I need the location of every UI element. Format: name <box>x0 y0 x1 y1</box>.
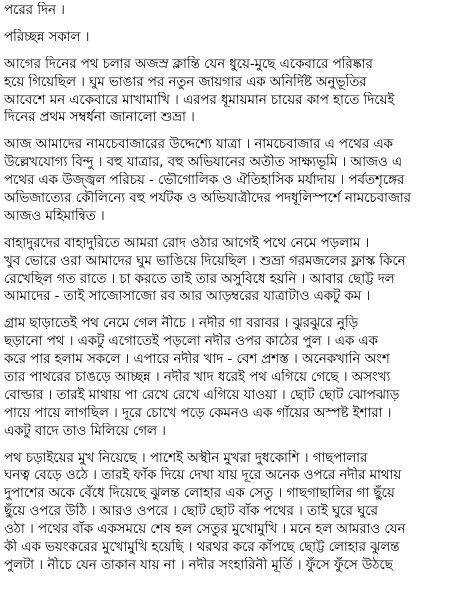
text-line: পরিচ্ছন্ন সকাল । <box>4 29 90 45</box>
text-line: গ্রাম ছাড়াতেই পথ নেমে গেল নীচে । নদীর গা বরাবর । ঝুরঝুরে নুড়ি <box>4 316 359 332</box>
text-line: তার পাথরের চাঙড়ে আচ্ছন্ন । নদীর খাদ ধরেই পথ এগিয়ে গেছে । অসংখ্য <box>4 370 391 386</box>
paragraph-river-path <box>4 315 450 440</box>
paragraph-previous-day <box>4 56 450 128</box>
text-line: খুব ভোরে ওরা আমাদের ঘুম ভাঙিয়ে দিয়েছিল । শুভ্রা গরমজলের ফ্লাস্ক কিনে <box>4 253 406 269</box>
paragraph-next-day <box>4 2 450 20</box>
text-line: পুলটা । নীচে যেন তাকান যায় না । নদীর সংহারিনী মূর্তি । ফুঁসে ফুঁসে উঠছে <box>4 557 393 573</box>
text-line: পথ চড়াইয়ের মুখ নিয়েছে । পাশেই অস্থীন মুখরা দুধকোশি । গাছপালার <box>4 450 368 466</box>
paragraph-gap <box>4 441 450 450</box>
text-line: করে পার হলাম সকলে । এপারে নদীর খাদ - বেশ প্রশস্ত । অনেকখানি অংশ <box>4 352 390 368</box>
paragraph-suspension-bridge <box>4 450 450 575</box>
text-line: আমাদের - তাই সাজোসাজো রব আর আড়ম্বরের যাত্রাটাও একটু কম । <box>4 289 371 305</box>
text-line: একটু বাদে তাও মিলিয়ে গেল । <box>4 423 166 439</box>
text-line: আবেশে মন একেবারে মাখামাখি । এরপর ধূমায়মান চায়ের কাপ হাতে দিয়েই <box>4 92 395 108</box>
text-line: আজও মহিমান্বিত । <box>4 208 105 224</box>
text-line: ওঠা । পথের বাঁক একসময়ে শেষ হল সেতুর মুখোমুখি । মনে হল আমরাও যেন <box>4 522 406 538</box>
text-line: রেখেছিল গত রাতে । চা করতে তাই তার অসুবিধে হয়নি । আবার ছোট্ট দল <box>4 271 395 287</box>
text-line: দুপাশের অকে বেঁধে দিয়েছে ঝুলন্ত লোহার এক সেতু । গাছগাছালির গা ছুঁয়ে <box>4 486 395 502</box>
paragraph-gap <box>4 20 450 29</box>
text-line: ছড়ানো পথ । একটু এগোতেই পড়লো নদীর ওপর কাঠের পুল । এক এক <box>4 334 378 350</box>
paragraph-gap <box>4 47 450 56</box>
text-line: বোল্ডার । তারই মাথায় পা রেখে রেখে এগিয়ে যাওয়া । ছোট ছোট ঝোপঝাড় <box>4 387 400 403</box>
text-line: আগের দিনের পথ চলার অজস্র ক্লান্তি যেন ধুয়ে-মুছে একেবারে পরিষ্কার <box>4 56 373 72</box>
text-line: অভিজাত্যের কৌলিন্যে বহু পর্যটক ও অভিযাত্রীদের পদধূলিস্পর্শে নামচেবাজার <box>4 191 411 207</box>
text-line: ছুঁয়ে ওপরে উঠি । আরও ওপরে । ছোট ছোট বাঁক পথের । তাই ঘুরে ঘুরে <box>4 504 378 520</box>
text-line: উল্লেখযোগ্য বিন্দু । বহু যাত্রার, বহু অভিযানের অতীত সাক্ষ্যভূমি । আজও এ <box>4 155 402 171</box>
text-line: হয়ে গিয়েছিল । ঘুম ভাঙার পর নতুন জায়গার এক অনির্দিষ্ট অনুভূতির <box>4 74 367 90</box>
text-line: কী এক ভয়ংকরের মুখোমুখি হয়েছি । থরথর করে কাঁপছে ছোট্ট লোহার ঝুলন্ত <box>4 540 400 556</box>
text-line: পায়ে পায়ে লাগছিল । দূরে চোখে পড়ে কেমনও এক গাঁয়ের অস্পষ্ট ইশারা । <box>4 405 392 421</box>
paragraph-gap <box>4 226 450 235</box>
paragraph-gap <box>4 127 450 136</box>
text-line: দিনের প্রথম সম্বর্ধনা জানালো শুভ্রা । <box>4 110 195 126</box>
text-line: আজ আমাদের নামচেবাজারের উদ্দেশ্যে যাত্রা । নামচেবাজার এ পথের এক <box>4 137 393 153</box>
text-line: ঘনত্ব বেড়ে ওঠে । তারই ফাঁক দিয়ে দেখা যায় দূরে অনেক ওপরে নদীর মাথায় <box>4 468 402 484</box>
paragraph-gap <box>4 306 450 315</box>
paragraph-clean-morning <box>4 29 450 47</box>
text-line: বাহাদুরদের বাহাদুরিতে আমরা রোদ ওঠার আগেই পথে নেমে পড়লাম । <box>4 235 370 251</box>
paragraph-early-start <box>4 235 450 307</box>
text-line: পরের দিন । <box>4 3 65 18</box>
text-line: পথের এক উজ্জ্বল পরিচয় - ভৌগোলিক ও ঐতিহাসিক মর্যাদায় । পর্বতশৃঙ্গের <box>4 173 405 189</box>
paragraph-namche-bazaar <box>4 136 450 225</box>
